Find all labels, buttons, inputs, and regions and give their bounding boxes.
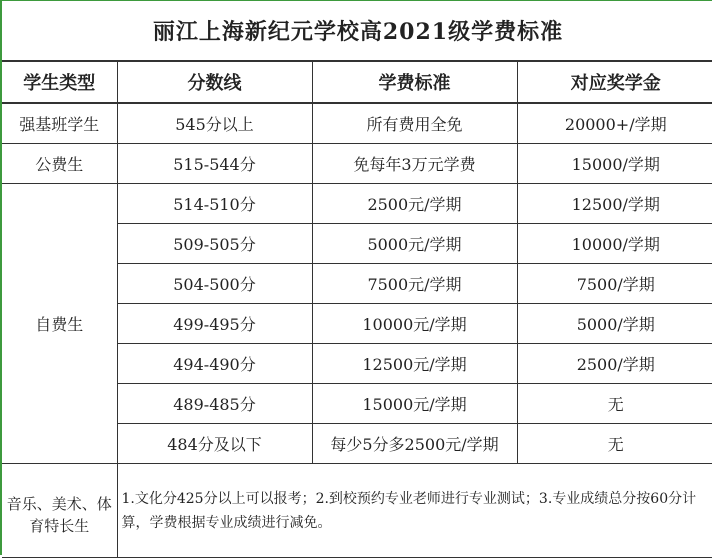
table-row bbox=[2, 103, 712, 144]
cell-fee: 5000元/学期 bbox=[312, 224, 517, 264]
cell-score: 499-495分 bbox=[117, 304, 312, 344]
cell-student-type: 自费生 bbox=[2, 184, 117, 464]
cell-award: 12500/学期 bbox=[517, 184, 712, 224]
cell-score: 515-544分 bbox=[117, 144, 312, 184]
cell-score: 514-510分 bbox=[117, 184, 312, 224]
cell-award: 2500/学期 bbox=[517, 344, 712, 384]
cell-score: 494-490分 bbox=[117, 344, 312, 384]
cell-award: 5000/学期 bbox=[517, 304, 712, 344]
cell-student-type: 强基班学生 bbox=[2, 103, 117, 144]
table-row bbox=[2, 144, 712, 184]
cell-award: 无 bbox=[517, 424, 712, 464]
cell-fee: 12500元/学期 bbox=[312, 344, 517, 384]
cell-fee: 7500元/学期 bbox=[312, 264, 517, 304]
table-row-special bbox=[2, 464, 712, 558]
cell-award: 20000+/学期 bbox=[517, 103, 712, 144]
header-scholarship: 对应奖学金 bbox=[517, 61, 712, 103]
cell-award: 15000/学期 bbox=[517, 144, 712, 184]
cell-score: 545分以上 bbox=[117, 103, 312, 144]
cell-student-type: 公费生 bbox=[2, 144, 117, 184]
table-header-row bbox=[2, 61, 712, 103]
cell-fee: 15000元/学期 bbox=[312, 384, 517, 424]
page-title: 丽江上海新纪元学校高2021级学费标准 bbox=[152, 19, 564, 45]
cell-award: 7500/学期 bbox=[517, 264, 712, 304]
cell-student-type-special: 音乐、美术、体育特长生 bbox=[2, 464, 117, 558]
cell-fee: 10000元/学期 bbox=[312, 304, 517, 344]
header-student-type: 学生类型 bbox=[2, 61, 117, 103]
cell-award: 无 bbox=[517, 384, 712, 424]
cell-score: 484分及以下 bbox=[117, 424, 312, 464]
cell-fee: 每少5分多2500元/学期 bbox=[312, 424, 517, 464]
cell-score: 489-485分 bbox=[117, 384, 312, 424]
cell-fee: 2500元/学期 bbox=[312, 184, 517, 224]
fee-table bbox=[2, 60, 712, 558]
header-score-line: 分数线 bbox=[117, 61, 312, 103]
cell-fee: 免每年3万元学费 bbox=[312, 144, 517, 184]
cell-fee: 所有费用全免 bbox=[312, 103, 517, 144]
cell-special-note: 1.文化分425分以上可以报考；2.到校预约专业老师进行专业测试；3.专业成绩总分按60分计算，学费根据专业成绩进行减免。 bbox=[117, 464, 712, 558]
cell-award: 10000/学期 bbox=[517, 224, 712, 264]
header-fee-standard: 学费标准 bbox=[312, 61, 517, 103]
table-row bbox=[2, 184, 712, 224]
cell-score: 504-500分 bbox=[117, 264, 312, 304]
cell-score: 509-505分 bbox=[117, 224, 312, 264]
